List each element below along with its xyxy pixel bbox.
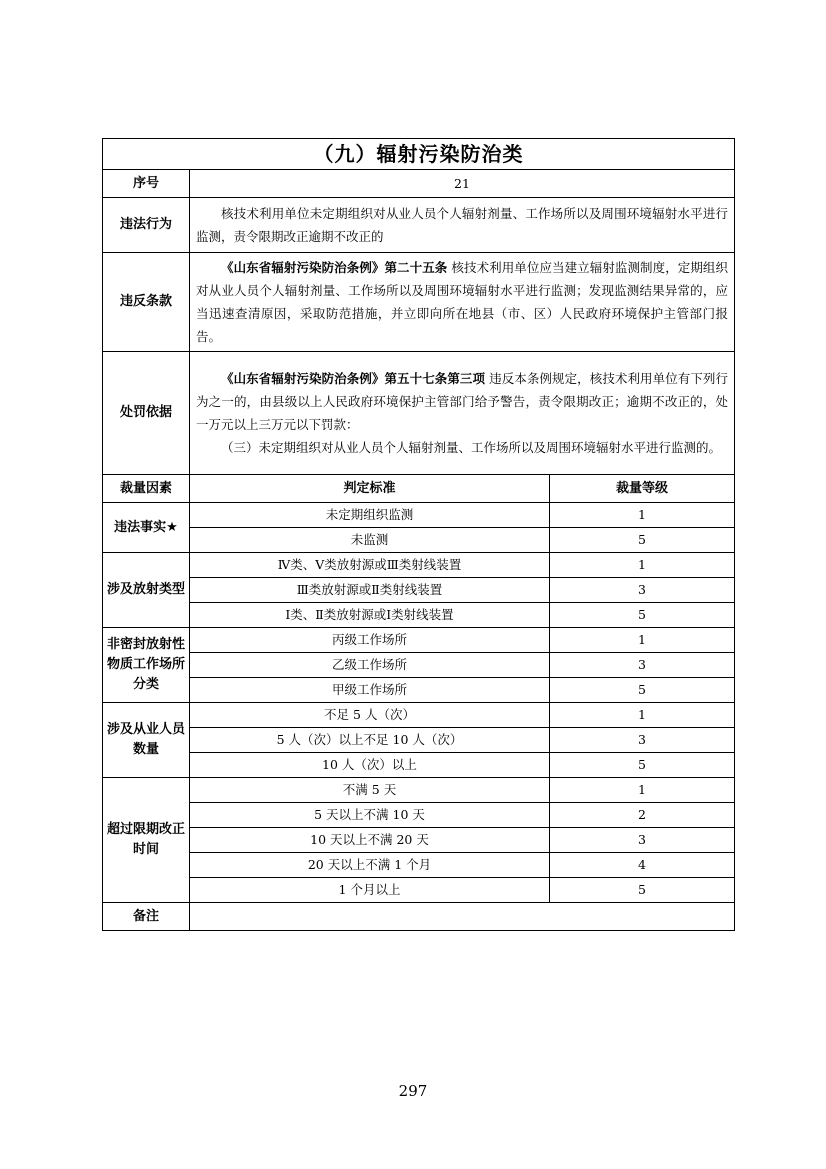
factor-row [103, 703, 735, 728]
factor-row [103, 728, 735, 753]
criterion-cell: 不足 5 人（次） [190, 703, 550, 728]
criterion-cell: 1 个月以上 [190, 878, 550, 903]
penalty-basis-text: 违反本条例规定，核技术利用单位有下列行为之一的，由县级以上人民政府环境保护主管部门给予警告，责令限期改正；逾期不改正的，处一万元以上三万元以下罚款： [196, 371, 729, 432]
factor-row [103, 878, 735, 903]
level-cell: 5 [550, 878, 735, 903]
criterion-cell: 20 天以上不满 1 个月 [190, 853, 550, 878]
criterion-cell: Ⅲ类放射源或Ⅱ类射线装置 [190, 578, 550, 603]
level-cell: 1 [550, 503, 735, 528]
level-cell: 1 [550, 553, 735, 578]
criterion-cell: 未监测 [190, 528, 550, 553]
criterion-cell: 10 人（次）以上 [190, 753, 550, 778]
factor-name: 涉及从业人员数量 [103, 703, 190, 778]
level-cell: 5 [550, 753, 735, 778]
criterion-cell: Ⅳ类、Ⅴ类放射源或Ⅲ类射线装置 [190, 553, 550, 578]
level-cell: 1 [550, 703, 735, 728]
criteria-header: 判定标准 [190, 475, 550, 503]
violation-text-cell [190, 198, 735, 253]
page-number: 297 [398, 1082, 428, 1100]
factor-row [103, 553, 735, 578]
level-cell: 2 [550, 803, 735, 828]
factor-row [103, 528, 735, 553]
factors-header: 裁量因素 [103, 475, 190, 503]
criterion-cell: 5 人（次）以上不足 10 人（次） [190, 728, 550, 753]
level-cell: 5 [550, 528, 735, 553]
criterion-cell: 5 天以上不满 10 天 [190, 803, 550, 828]
factor-row [103, 853, 735, 878]
penalty-basis-cell [190, 352, 735, 475]
penalty-basis-item: （三）未定期组织对从业人员个人辐射剂量、工作场所以及周围环境辐射水平进行监测的。 [221, 440, 722, 455]
violated-clause-law: 《山东省辐射污染防治条例》第二十五条 [221, 260, 448, 275]
criterion-cell: Ⅰ类、Ⅱ类放射源或Ⅰ类射线装置 [190, 603, 550, 628]
violation-text: 核技术利用单位未定期组织对从业人员个人辐射剂量、工作场所以及周围环境辐射水平进行监测，责令限期改正逾期不改正的 [196, 206, 729, 244]
factor-row [103, 653, 735, 678]
violated-clause-text: 核技术利用单位应当建立辐射监测制度，定期组织对从业人员个人辐射剂量、工作场所以及周围环境辐射水平进行监测；发现监测结果异常的，应当迅速查清原因，采取防范措施，并立即向所在地县（市、区）人民政府环境保护主管部门报告。 [196, 260, 729, 344]
factor-row [103, 828, 735, 853]
remarks-label: 备注 [103, 903, 190, 931]
level-cell: 1 [550, 778, 735, 803]
factor-row [103, 503, 735, 528]
serial-label: 序号 [103, 170, 190, 198]
level-header: 裁量等级 [550, 475, 735, 503]
criterion-cell: 乙级工作场所 [190, 653, 550, 678]
level-cell: 3 [550, 653, 735, 678]
level-cell: 3 [550, 578, 735, 603]
violated-clause-cell [190, 253, 735, 352]
level-cell: 4 [550, 853, 735, 878]
criterion-cell: 10 天以上不满 20 天 [190, 828, 550, 853]
factor-name: 违法事实★ [103, 503, 190, 553]
factor-row [103, 678, 735, 703]
factor-row [103, 803, 735, 828]
factor-name: 非密封放射性物质工作场所分类 [103, 628, 190, 703]
factor-row [103, 778, 735, 803]
factor-row [103, 753, 735, 778]
serial-value: 21 [190, 170, 735, 198]
level-cell: 5 [550, 678, 735, 703]
criterion-cell: 不满 5 天 [190, 778, 550, 803]
penalty-basis-label: 处罚依据 [103, 352, 190, 475]
remarks-value [190, 903, 735, 931]
violation-label: 违法行为 [103, 198, 190, 253]
level-cell: 1 [550, 628, 735, 653]
level-cell: 5 [550, 603, 735, 628]
factor-name: 超过限期改正时间 [103, 778, 190, 903]
factor-row [103, 628, 735, 653]
criterion-cell: 未定期组织监测 [190, 503, 550, 528]
penalty-basis-law: 《山东省辐射污染防治条例》第五十七条第三项 [221, 371, 486, 386]
criterion-cell: 丙级工作场所 [190, 628, 550, 653]
level-cell: 3 [550, 728, 735, 753]
level-cell: 3 [550, 828, 735, 853]
section-title: （九）辐射污染防治类 [103, 139, 735, 170]
violated-clause-label: 违反条款 [103, 253, 190, 352]
factor-row [103, 578, 735, 603]
factor-row [103, 603, 735, 628]
criterion-cell: 甲级工作场所 [190, 678, 550, 703]
factor-name: 涉及放射类型 [103, 553, 190, 628]
penalty-discretion-table [102, 138, 735, 931]
